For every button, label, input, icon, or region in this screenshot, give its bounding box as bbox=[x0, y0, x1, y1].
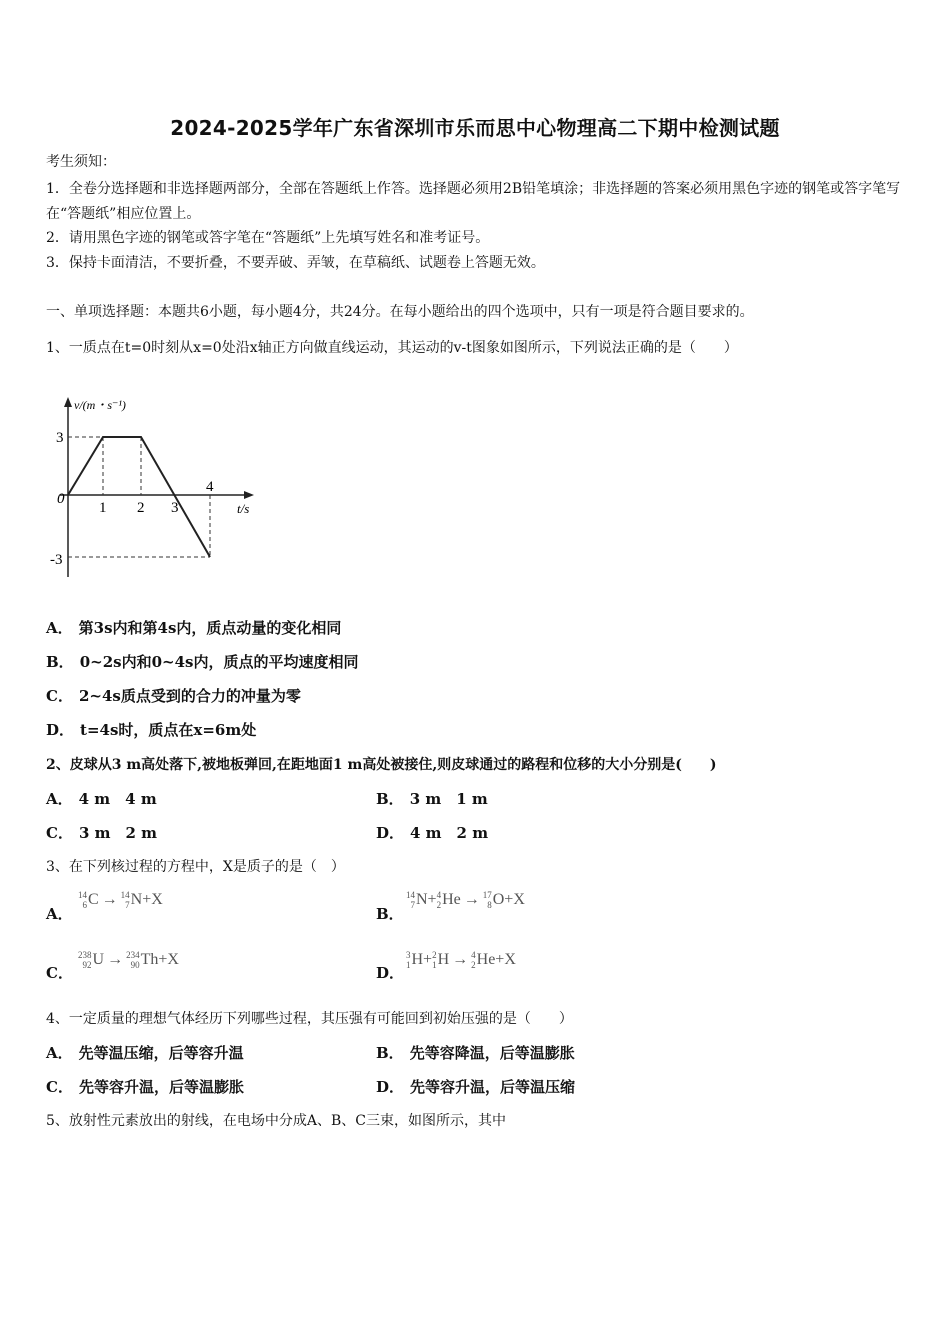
vt-graph bbox=[44, 385, 274, 580]
q1-option-d-text: t=4s时，质点在x=6m处 bbox=[80, 721, 257, 739]
vt-line bbox=[68, 437, 210, 557]
atomic-number: 7 bbox=[410, 900, 415, 910]
atomic-number: 90 bbox=[130, 960, 140, 970]
iso-d1 bbox=[406, 950, 411, 970]
q3-option-c-label: C． bbox=[46, 964, 73, 982]
notice-item-3: 3．保持卡面清洁，不要折叠，不要弄破、弄皱，在草稿纸、试题卷上答题无效。 bbox=[46, 255, 545, 271]
mass-number: 3 bbox=[406, 950, 411, 960]
mass-number: 4 bbox=[436, 890, 442, 900]
reaction-arrow: → bbox=[452, 951, 469, 968]
q2-option-d bbox=[376, 823, 488, 843]
notice-item-2: 2．请用黑色字迹的钢笔或答字笔在“答题纸”上先填写姓名和准考证号。 bbox=[46, 230, 490, 246]
nuclide-symbol: He+X bbox=[476, 951, 516, 968]
q1-stem: 1、一质点在t=0时刻从x=0处沿x轴正方向做直线运动，其运动的v-t图象如图所示，下列说法正确的是（ ） bbox=[46, 340, 738, 356]
x-tick-1: 1 bbox=[99, 500, 107, 516]
q1-option-d bbox=[46, 720, 256, 740]
nuclide-symbol: O+X bbox=[492, 891, 525, 908]
nuclide-symbol: Th+X bbox=[140, 951, 179, 968]
notice-heading: 考生须知： bbox=[46, 154, 116, 170]
q3-option-d-label: D． bbox=[376, 964, 405, 982]
q1-option-a-text: 第3s内和第4s内，质点动量的变化相同 bbox=[78, 619, 342, 637]
nuclide-symbol: N+X bbox=[130, 891, 163, 908]
atomic-number: 1 bbox=[432, 960, 437, 970]
q1-option-b-text: 0~2s内和0~4s内，质点的平均速度相同 bbox=[79, 653, 359, 671]
notice-item-1: 1．全卷分选择题和非选择题两部分，全部在答题纸上作答。选择题必须用2B铅笔填涂；非选择题的答案必须用黑色字迹的钢笔或答字笔写在“答题纸”相应位置上。 bbox=[46, 181, 901, 222]
x-tick-3: 3 bbox=[171, 500, 179, 516]
q1-option-a bbox=[46, 618, 341, 638]
q4-option-a-label: A． bbox=[46, 1044, 73, 1062]
q5-stem: 5、放射性元素放出的射线，在电场中分成A、B、C三束，如图所示，其中 bbox=[46, 1113, 507, 1129]
y-axis-label: v/(m・s⁻¹) bbox=[74, 398, 126, 412]
q4-option-c-text: 先等容升温，后等温膨胀 bbox=[78, 1078, 244, 1096]
nuclide-symbol: He bbox=[442, 891, 461, 908]
q1-option-c-text: 2~4s质点受到的合力的冲量为零 bbox=[78, 687, 301, 705]
q3-option-a-label: A． bbox=[46, 905, 73, 923]
mass-number: 238 bbox=[78, 950, 92, 960]
q2-stem: 2、皮球从3 m高处落下,被地板弹回,在距地面1 m高处被接住,则皮球通过的路程和位移的大小分别是( ) bbox=[46, 757, 717, 773]
x-axis-label: t/s bbox=[237, 501, 250, 516]
mass-number: 4 bbox=[471, 950, 476, 960]
q4-option-c-label: C． bbox=[46, 1078, 73, 1096]
iso-d3 bbox=[471, 950, 476, 970]
x-axis-arrow bbox=[244, 491, 254, 499]
q2-option-d-text: 4 m 2 m bbox=[410, 824, 489, 842]
q1-option-c bbox=[46, 686, 301, 706]
mass-number: 14 bbox=[78, 890, 87, 900]
q4-option-b-label: B． bbox=[376, 1044, 404, 1062]
q3-stem: 3、在下列核过程的方程中，X是质子的是（ ） bbox=[46, 859, 345, 875]
q4-option-b bbox=[376, 1043, 575, 1063]
q1-option-b-label: B． bbox=[46, 653, 74, 671]
y-tick-3: 3 bbox=[56, 430, 64, 446]
section-heading: 一、单项选择题：本题共6小题，每小题4分，共24分。在每小题给出的四个选项中，只有一项是符合题目要求的。 bbox=[46, 304, 754, 320]
q4-option-b-text: 先等容降温，后等温膨胀 bbox=[409, 1044, 575, 1062]
atomic-number: 6 bbox=[82, 900, 87, 910]
q3-equation-d bbox=[406, 950, 516, 970]
nuclide-symbol: U bbox=[92, 951, 105, 968]
nuclide-symbol: C bbox=[88, 891, 99, 908]
y-axis-arrow bbox=[64, 397, 72, 407]
atomic-number: 7 bbox=[125, 900, 130, 910]
q3-option-b-label: B． bbox=[376, 905, 404, 923]
x-tick-4: 4 bbox=[206, 479, 214, 495]
reaction-arrow: → bbox=[107, 951, 124, 968]
q3-equation-c bbox=[78, 950, 179, 970]
iso-b2 bbox=[437, 890, 442, 910]
nuclide-symbol: N+ bbox=[416, 891, 437, 908]
q2-option-b-text: 3 m 1 m bbox=[409, 790, 488, 808]
q1-option-c-label: C． bbox=[46, 687, 73, 705]
atomic-number: 8 bbox=[487, 900, 492, 910]
iso-d2 bbox=[432, 950, 437, 970]
iso-a1 bbox=[78, 890, 87, 910]
atomic-number: 92 bbox=[82, 960, 92, 970]
q1-option-d-label: D． bbox=[46, 721, 75, 739]
mass-number: 14 bbox=[406, 890, 415, 900]
nuclide-symbol: H+ bbox=[411, 951, 433, 968]
nuclide-symbol: H bbox=[437, 951, 450, 968]
q4-option-a-text: 先等温压缩，后等容升温 bbox=[78, 1044, 244, 1062]
page-title: 2024-2025学年广东省深圳市乐而思中心物理高二下期中检测试题 bbox=[170, 116, 780, 140]
q2-option-a-text: 4 m 4 m bbox=[78, 790, 157, 808]
atomic-number: 1 bbox=[406, 960, 411, 970]
iso-c1 bbox=[78, 950, 92, 970]
q2-option-d-label: D． bbox=[376, 824, 405, 842]
q2-option-a-label: A． bbox=[46, 790, 73, 808]
q2-option-c bbox=[46, 823, 157, 843]
q4-option-c bbox=[46, 1077, 244, 1097]
q2-option-b-label: B． bbox=[376, 790, 404, 808]
y-tick-neg3: -3 bbox=[50, 552, 63, 568]
q4-option-a bbox=[46, 1043, 244, 1063]
q3-equation-a bbox=[78, 890, 163, 910]
mass-number: 2 bbox=[432, 950, 437, 960]
atomic-number: 2 bbox=[471, 960, 476, 970]
q4-option-d bbox=[376, 1077, 575, 1097]
mass-number: 14 bbox=[120, 890, 130, 900]
q2-option-b bbox=[376, 789, 488, 809]
iso-c2 bbox=[126, 950, 140, 970]
q1-option-b bbox=[46, 652, 358, 672]
q4-option-d-text: 先等容升温，后等温压缩 bbox=[410, 1078, 576, 1096]
q2-option-a bbox=[46, 789, 157, 809]
x-tick-2: 2 bbox=[137, 500, 145, 516]
iso-a2 bbox=[121, 890, 130, 910]
q1-option-a-label: A． bbox=[46, 619, 73, 637]
reaction-arrow: → bbox=[463, 891, 480, 908]
mass-number: 17 bbox=[482, 890, 492, 900]
origin-label: 0 bbox=[57, 491, 65, 507]
iso-b1 bbox=[406, 890, 415, 910]
q4-option-d-label: D． bbox=[376, 1078, 405, 1096]
q2-option-c-label: C． bbox=[46, 824, 73, 842]
mass-number: 234 bbox=[126, 950, 140, 960]
iso-b3 bbox=[483, 890, 492, 910]
reaction-arrow: → bbox=[101, 891, 118, 908]
q2-option-c-text: 3 m 2 m bbox=[78, 824, 158, 842]
atomic-number: 2 bbox=[436, 900, 442, 910]
q3-equation-b bbox=[406, 890, 525, 910]
q4-stem: 4、一定质量的理想气体经历下列哪些过程，其压强有可能回到初始压强的是（ ） bbox=[46, 1011, 573, 1027]
